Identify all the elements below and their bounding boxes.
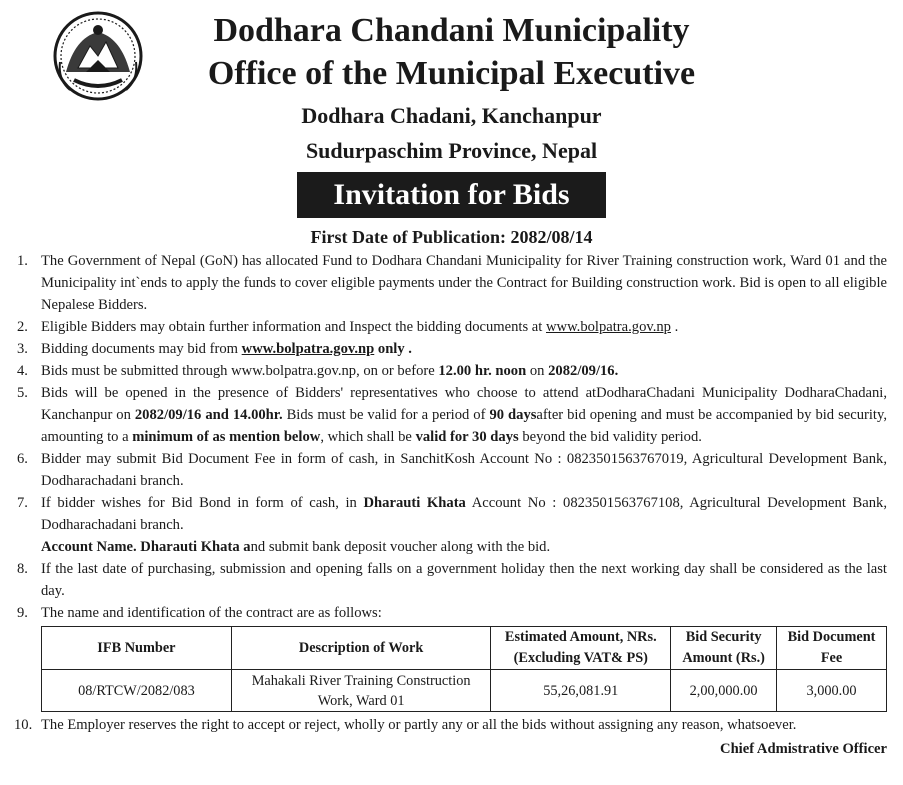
cell-bid-security: 2,00,000.00 [671, 670, 777, 712]
item-number: 4. [17, 363, 28, 379]
item-text: The Employer reserves the right to accept or reject, wholly or partly any or all the bids without assigning any reason, whatsoever. [41, 717, 797, 733]
item-text: , which shall be [320, 429, 416, 445]
item-text: only . [374, 341, 412, 357]
item-text: Bids will be opened in the presence of Bidders' representatives who choose to attend atDodharaChadani Municipality DodharaChadani, Kanchanpur on [41, 385, 887, 423]
item-text: The name and identification of the contract are as follows: [41, 605, 382, 621]
col-description: Description of Work [231, 627, 491, 670]
item-number: 7. [17, 495, 28, 511]
col-bid-security [671, 627, 777, 670]
office-address: Dodhara Chadani, Kanchanpur [301, 103, 602, 128]
item-text: nd submit bank deposit voucher along with the bid. [250, 539, 551, 555]
bid-conditions-list [14, 250, 887, 760]
list-item [17, 492, 887, 558]
header-line: Amount (Rs.) [682, 650, 765, 666]
item-number: 9. [17, 605, 28, 621]
header-line: Bid Security [685, 629, 762, 645]
item-text: If the last date of purchasing, submission and opening falls on a government holiday then the next working day shall be considered as the last day. [41, 561, 887, 599]
dharauti-khata: Dharauti Khata [363, 495, 466, 511]
list-item [17, 382, 887, 448]
cell-document-fee: 3,000.00 [777, 670, 887, 712]
item-number: 5. [17, 385, 28, 401]
notice-title: Invitation for Bids [297, 172, 606, 218]
header-line: Estimated Amount, NRs. [504, 629, 657, 645]
cell-description [231, 670, 491, 712]
office-name: Office of the Municipal Executive [207, 55, 696, 92]
list-item [17, 316, 887, 338]
item-text: Bidding documents may bid from [41, 341, 242, 357]
item-text: . [670, 319, 679, 335]
item-text: beyond the bid validity period. [518, 429, 702, 445]
security-minimum: minimum of as mention below [132, 429, 321, 445]
item-number: 1. [17, 253, 28, 269]
item-text: after bid opening and must be accompanied by bid security, amounting to a [41, 407, 887, 445]
item-text: The Government of Nepal (GoN) has allocated Fund to Dodhara Chandani Municipality for River Training construction work, Ward 01 and the Municipality int`ends to apply the funds to cover eligible payments under the Contract for Building construction work. Bid is open to all eligible Nepalese Bidders. [41, 253, 887, 313]
item-number: 6. [17, 451, 28, 467]
item-text: Bids must be valid for a period of [282, 407, 490, 423]
submission-time: 12.00 hr. noon [438, 363, 527, 379]
item-number: 8. [17, 561, 28, 577]
col-document-fee [777, 627, 887, 670]
item-number: 10. [14, 717, 33, 733]
desc-line: Mahakali River Training Construction [251, 672, 471, 689]
item-text: Bids must be submitted through www.bolpatra.gov.np, on or before [41, 363, 439, 379]
header-line: Bid Document [787, 629, 876, 645]
item-number: 3. [17, 341, 28, 357]
municipality-name: Dodhara Chandani Municipality [213, 12, 690, 49]
list-item [17, 558, 887, 602]
contract-table [41, 626, 887, 712]
item-text: on [526, 363, 549, 379]
security-validity: valid for 30 days [415, 429, 519, 445]
list-item [17, 448, 887, 492]
item-text: Eligible Bidders may obtain further information and Inspect the bidding documents at [41, 319, 546, 335]
col-estimated-amount [491, 627, 671, 670]
cell-ifb-number: 08/RTCW/2082/083 [42, 670, 232, 712]
list-item [17, 338, 887, 360]
opening-datetime: 2082/09/16 and 14.00hr. [134, 407, 283, 423]
item-number: 2. [17, 319, 28, 335]
list-item [17, 250, 887, 316]
item-text: Bidder may submit Bid Document Fee in form of cash, in SanchitKosh Account No : 0823501563767019, Agricultural Development Bank, Dodharachadani branch. [41, 451, 887, 489]
item-text: Account No : 0823501563767108, Agricultural Development Bank, Dodharachadani branch. [41, 495, 887, 533]
bolpatra-link[interactable]: www.bolpatra.gov.np [546, 319, 671, 335]
province-name: Sudurpaschim Province, Nepal [305, 138, 598, 163]
list-item [17, 360, 887, 382]
col-ifb-number: IFB Number [42, 627, 232, 670]
signatory-title: Chief Admistrative Officer [720, 741, 887, 757]
desc-line: Work, Ward 01 [317, 692, 405, 709]
bolpatra-link[interactable]: www.bolpatra.gov.np [241, 341, 375, 357]
publication-date: First Date of Publication: 2082/08/14 [310, 227, 593, 247]
list-item [17, 602, 887, 624]
header-line: (Excluding VAT& PS) [513, 650, 648, 666]
account-name: Account Name. Dharauti Khata a [41, 539, 251, 555]
table-header-row [42, 627, 887, 670]
validity-period: 90 days [489, 407, 537, 423]
cell-estimated-amount: 55,26,081.91 [491, 670, 671, 712]
submission-date: 2082/09/16. [548, 363, 619, 379]
item-text: If bidder wishes for Bid Bond in form of cash, in [41, 495, 364, 511]
header-line: Fee [820, 650, 843, 666]
list-item [14, 714, 887, 736]
table-row [42, 670, 887, 712]
